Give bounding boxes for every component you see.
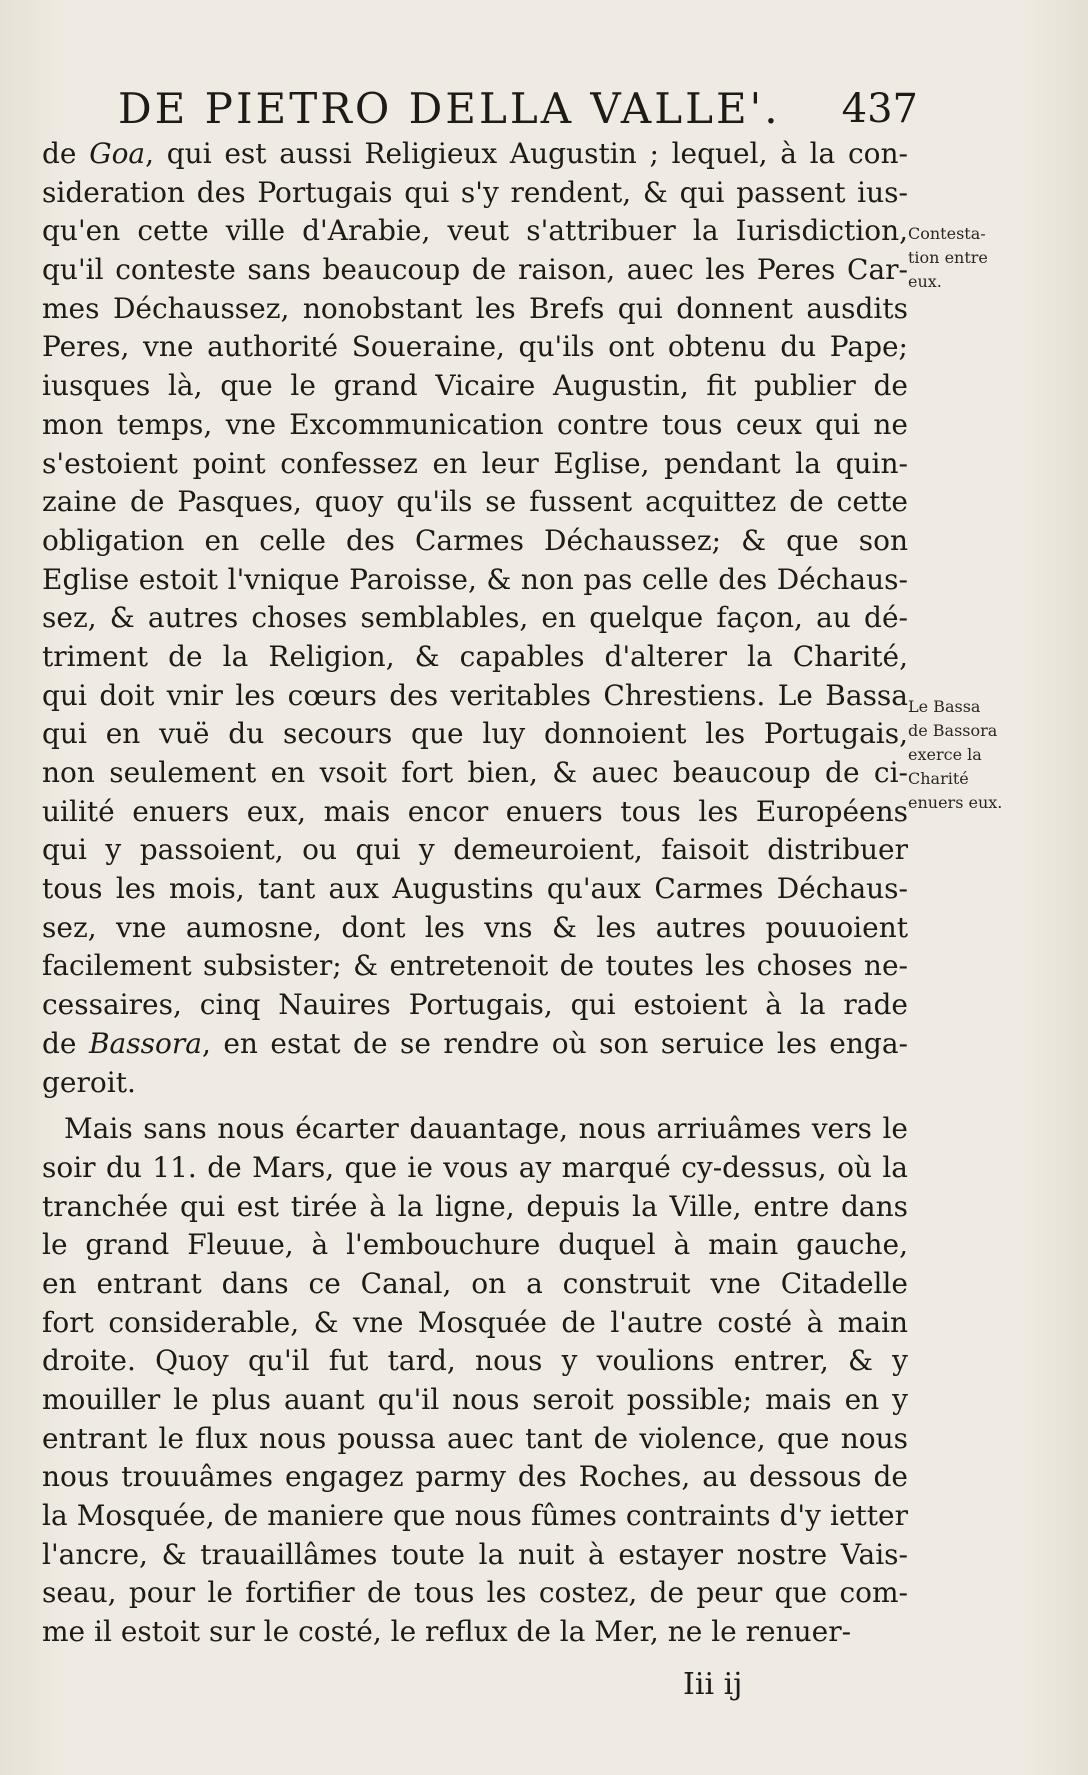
body-text: [42, 135, 908, 1652]
text-line: sez, vne aumosne, dont les vns & les autres pouuoient: [42, 910, 908, 944]
margin-note-line: Contesta-: [908, 224, 986, 243]
text-line: qui en vuë du secours que luy donnoient les Portugais,: [42, 717, 908, 751]
text-line: iusques là, que le grand Vicaire Augustin, fit publier de: [42, 369, 908, 403]
text-line: soir du 11. de Mars, que ie vous ay marqué cy-dessus, où la: [42, 1150, 908, 1184]
text-segment: de: [42, 1026, 89, 1060]
signature-mark: Iii ij: [683, 1667, 743, 1702]
text-line: la Mosquée, de maniere que nous fûmes contraints d'y ietter: [42, 1499, 908, 1533]
text-line: qui doit vnir les cœurs des veritables Chrestiens. Le Bassa: [42, 678, 908, 712]
text-line: mon temps, vne Excommunication contre tous ceux qui ne: [42, 407, 908, 441]
text-line: qu'il conteste sans beaucoup de raison, auec les Peres Car-: [42, 253, 908, 287]
margin-note-contestation: [908, 222, 1043, 294]
text-line: entrant le flux nous poussa auec tant de violence, que nous: [42, 1421, 908, 1455]
margin-note-line: tion entre: [908, 248, 988, 267]
margin-note-line: exerce la: [908, 745, 982, 764]
text-line: Peres, vne authorité Soueraine, qu'ils ont obtenu du Pape;: [42, 330, 908, 364]
text-segment: Bassora: [88, 1026, 202, 1060]
margin-note-line: de Bassora: [908, 721, 998, 740]
text-line: Mais sans nous écarter dauantage, nous arriuâmes vers le: [64, 1112, 908, 1146]
text-line: sez, & autres choses semblables, en quelque façon, au dé-: [42, 601, 908, 635]
text-line: facilement subsister; & entretenoit de toutes les choses ne-: [42, 949, 908, 983]
page-number: 437: [841, 86, 918, 132]
text-line: qui y passoient, ou qui y demeuroient, faisoit distribuer: [42, 833, 908, 867]
text-line: Eglise estoit l'vnique Paroisse, & non pas celle des Déchaus-: [42, 562, 908, 596]
text-line: non seulement en vsoit fort bien, & auec beaucoup de ci-: [42, 756, 908, 789]
margin-note-line: Le Bassa: [908, 697, 981, 716]
text-line: qu'en cette ville d'Arabie, veut s'attribuer la Iurisdiction,: [42, 214, 908, 248]
text-segment: , qui est aussi Religieux Augustin ; lequel, à la con-: [145, 137, 908, 170]
text-line: [42, 135, 908, 174]
text-line: me il estoit sur le costé, le reflux de la Mer, ne le renuer-: [42, 1615, 852, 1649]
text-line: s'estoient point confessez en leur Eglise, pendant la quin-: [42, 446, 908, 480]
text-line: mouiller le plus auant qu'il nous seroit possible; mais en y: [42, 1383, 908, 1416]
margin-note-bassa: [908, 695, 1043, 815]
text-line: uilité enuers eux, mais encor enuers tous les Européens: [42, 794, 908, 828]
text-line: cessaires, cinq Nauires Portugais, qui estoient à la rade: [42, 988, 908, 1022]
text-line: droite. Quoy qu'il fut tard, nous y voulions entrer, & y: [42, 1344, 908, 1378]
paragraph-break: [42, 1102, 908, 1110]
text-line: nous trouuâmes engagez parmy des Roches, au dessous de: [42, 1460, 908, 1494]
text-line: [42, 1025, 908, 1064]
text-line: geroit.: [42, 1065, 136, 1099]
margin-note-line: eux.: [908, 272, 942, 291]
text-line: fort considerable, & vne Mosquée de l'autre costé à main: [42, 1305, 908, 1339]
text-segment: , en estat de se rendre où son seruice les enga-: [201, 1026, 908, 1060]
text-line: le grand Fleuue, à l'embouchure duquel à main gauche,: [42, 1228, 908, 1262]
page-header: [118, 78, 918, 140]
text-line: zaine de Pasques, quoy qu'ils se fussent acquittez de cette: [42, 485, 908, 519]
text-line: en entrant dans ce Canal, on a construit vne Citadelle: [42, 1266, 908, 1300]
running-title: DE PIETRO DELLA VALLE'.: [118, 84, 781, 133]
text-line: l'ancre, & trauaillâmes toute la nuit à estayer nostre Vais-: [42, 1537, 908, 1571]
text-line: tous les mois, tant aux Augustins qu'aux Carmes Déchaus-: [42, 872, 908, 906]
text-line: seau, pour le fortifier de tous les costez, de peur que com-: [42, 1576, 908, 1610]
text-line: triment de la Religion, & capables d'alterer la Charité,: [42, 639, 908, 673]
text-segment: Goa: [89, 137, 146, 170]
margin-note-line: Charité: [908, 769, 969, 788]
text-line: obligation en celle des Carmes Déchaussez; & que son: [42, 523, 908, 557]
text-segment: de: [42, 137, 90, 170]
text-line: sideration des Portugais qui s'y rendent, & qui passent ius-: [42, 175, 908, 209]
margin-note-line: enuers eux.: [908, 793, 1003, 812]
text-line: mes Déchaussez, nonobstant les Brefs qui donnent ausdits: [42, 291, 908, 325]
text-line: tranchée qui est tirée à la ligne, depuis la Ville, entre dans: [42, 1189, 908, 1223]
